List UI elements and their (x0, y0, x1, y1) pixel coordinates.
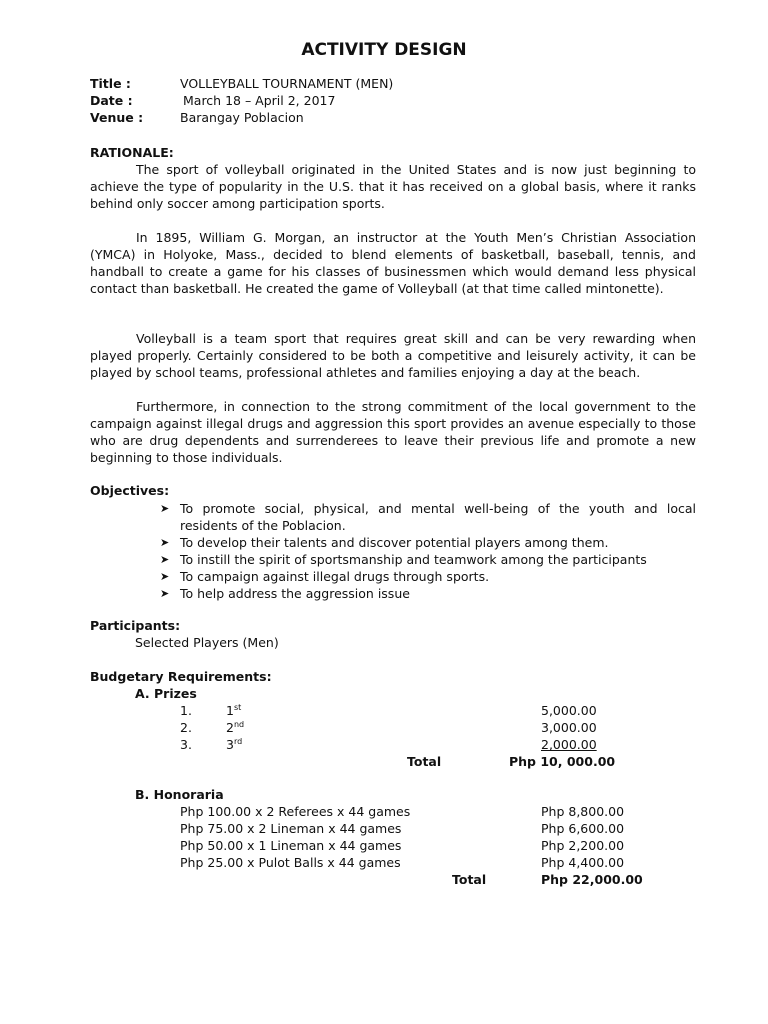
rationale-paragraph-1: The sport of volleyball originated in the United States and is now just beginning to achieve the type of popularity in the U.S. that it has received on a global basis, where it ranks behind only soccer among participation sports. (90, 162, 696, 211)
title-value: VOLLEYBALL TOURNAMENT (MEN) (180, 76, 394, 91)
rationale-paragraph-4: Furthermore, in connection to the strong commitment of the local government to the campaign against illegal drugs and aggression this sport provides an avenue especially to those who are drug dependents and surrenderees to leave their previous life and promote a new beginning to those individuals. (90, 399, 696, 465)
prize-place: 2nd (226, 719, 245, 735)
objective-item: ➤ To help address the aggression issue (160, 586, 410, 601)
prizes-heading: A. Prizes (135, 686, 197, 701)
honoraria-amount: Php 6,600.00 (541, 821, 625, 836)
objective-item: ➤ To develop their talents and discover potential players among them. (160, 535, 609, 550)
arrow-bullet-icon: ➤ (160, 587, 170, 600)
honoraria-item: Php 25.00 x Pulot Balls x 44 games (180, 855, 401, 870)
objective-item: ➤ To instill the spirit of sportsmanship and teamwork among the participants (160, 552, 647, 567)
honoraria-amount: Php 2,200.00 (541, 838, 625, 853)
prize-amount: 2,000.00 (541, 737, 597, 752)
title-label: Title : (90, 76, 131, 91)
budget-heading: Budgetary Requirements: (90, 669, 272, 684)
prizes-total-label: Total (407, 754, 442, 769)
honoraria-heading: B. Honoraria (135, 787, 224, 802)
prize-amount: 3,000.00 (541, 720, 597, 735)
prize-amount: 5,000.00 (541, 703, 597, 718)
rationale-paragraph-2: In 1895, William G. Morgan, an instructor at the Youth Men’s Christian Association (YMCA) in Holyoke, Mass., decided to blend elements of basketball, baseball, tennis, and handball to create a game for his classes of businessmen which would demand less physical contact than basketball. He created the game of Volleyball (at that time called mintonette). (90, 230, 696, 296)
honoraria-item: Php 50.00 x 1 Lineman x 44 games (180, 838, 402, 853)
arrow-bullet-icon: ➤ (160, 553, 170, 566)
honoraria-amount: Php 4,400.00 (541, 855, 625, 870)
prize-place: 3rd (226, 736, 243, 752)
arrow-bullet-icon: ➤ (160, 570, 170, 583)
rationale-heading: RATIONALE: (90, 145, 174, 160)
honoraria-item: Php 100.00 x 2 Referees x 44 games (180, 804, 411, 819)
objective-item: ➤ To campaign against illegal drugs through sports. (160, 569, 490, 584)
honoraria-total-label: Total (452, 872, 487, 887)
honoraria-item: Php 75.00 x 2 Lineman x 44 games (180, 821, 402, 836)
arrow-bullet-icon: ➤ (160, 536, 170, 549)
prize-number: 3. (180, 737, 192, 752)
venue-label: Venue : (90, 110, 144, 125)
objectives-heading: Objectives: (90, 483, 170, 498)
honoraria-amount: Php 8,800.00 (541, 804, 625, 819)
date-value: March 18 – April 2, 2017 (183, 93, 336, 108)
prize-number: 2. (180, 720, 192, 735)
prizes-total-value: Php 10, 000.00 (509, 754, 616, 769)
prize-place: 1st (226, 702, 242, 718)
participants-heading: Participants: (90, 618, 181, 633)
page-title: ACTIVITY DESIGN (301, 40, 467, 60)
rationale-paragraph-3: Volleyball is a team sport that requires great skill and can be very rewarding when played properly. Certainly considered to be both a competitive and leisurely activity, it can be played by school teams, professional athletes and families enjoying a day at the beach. (90, 331, 696, 380)
venue-value: Barangay Poblacion (180, 110, 304, 125)
arrow-bullet-icon: ➤ (160, 502, 170, 515)
participants-value: Selected Players (Men) (135, 635, 279, 650)
objective-item: ➤ To promote social, physical, and mental well-being of the youth and local residents of the Poblacion. (160, 501, 696, 533)
honoraria-total-value: Php 22,000.00 (541, 872, 643, 887)
date-label: Date : (90, 93, 133, 108)
prize-number: 1. (180, 703, 192, 718)
